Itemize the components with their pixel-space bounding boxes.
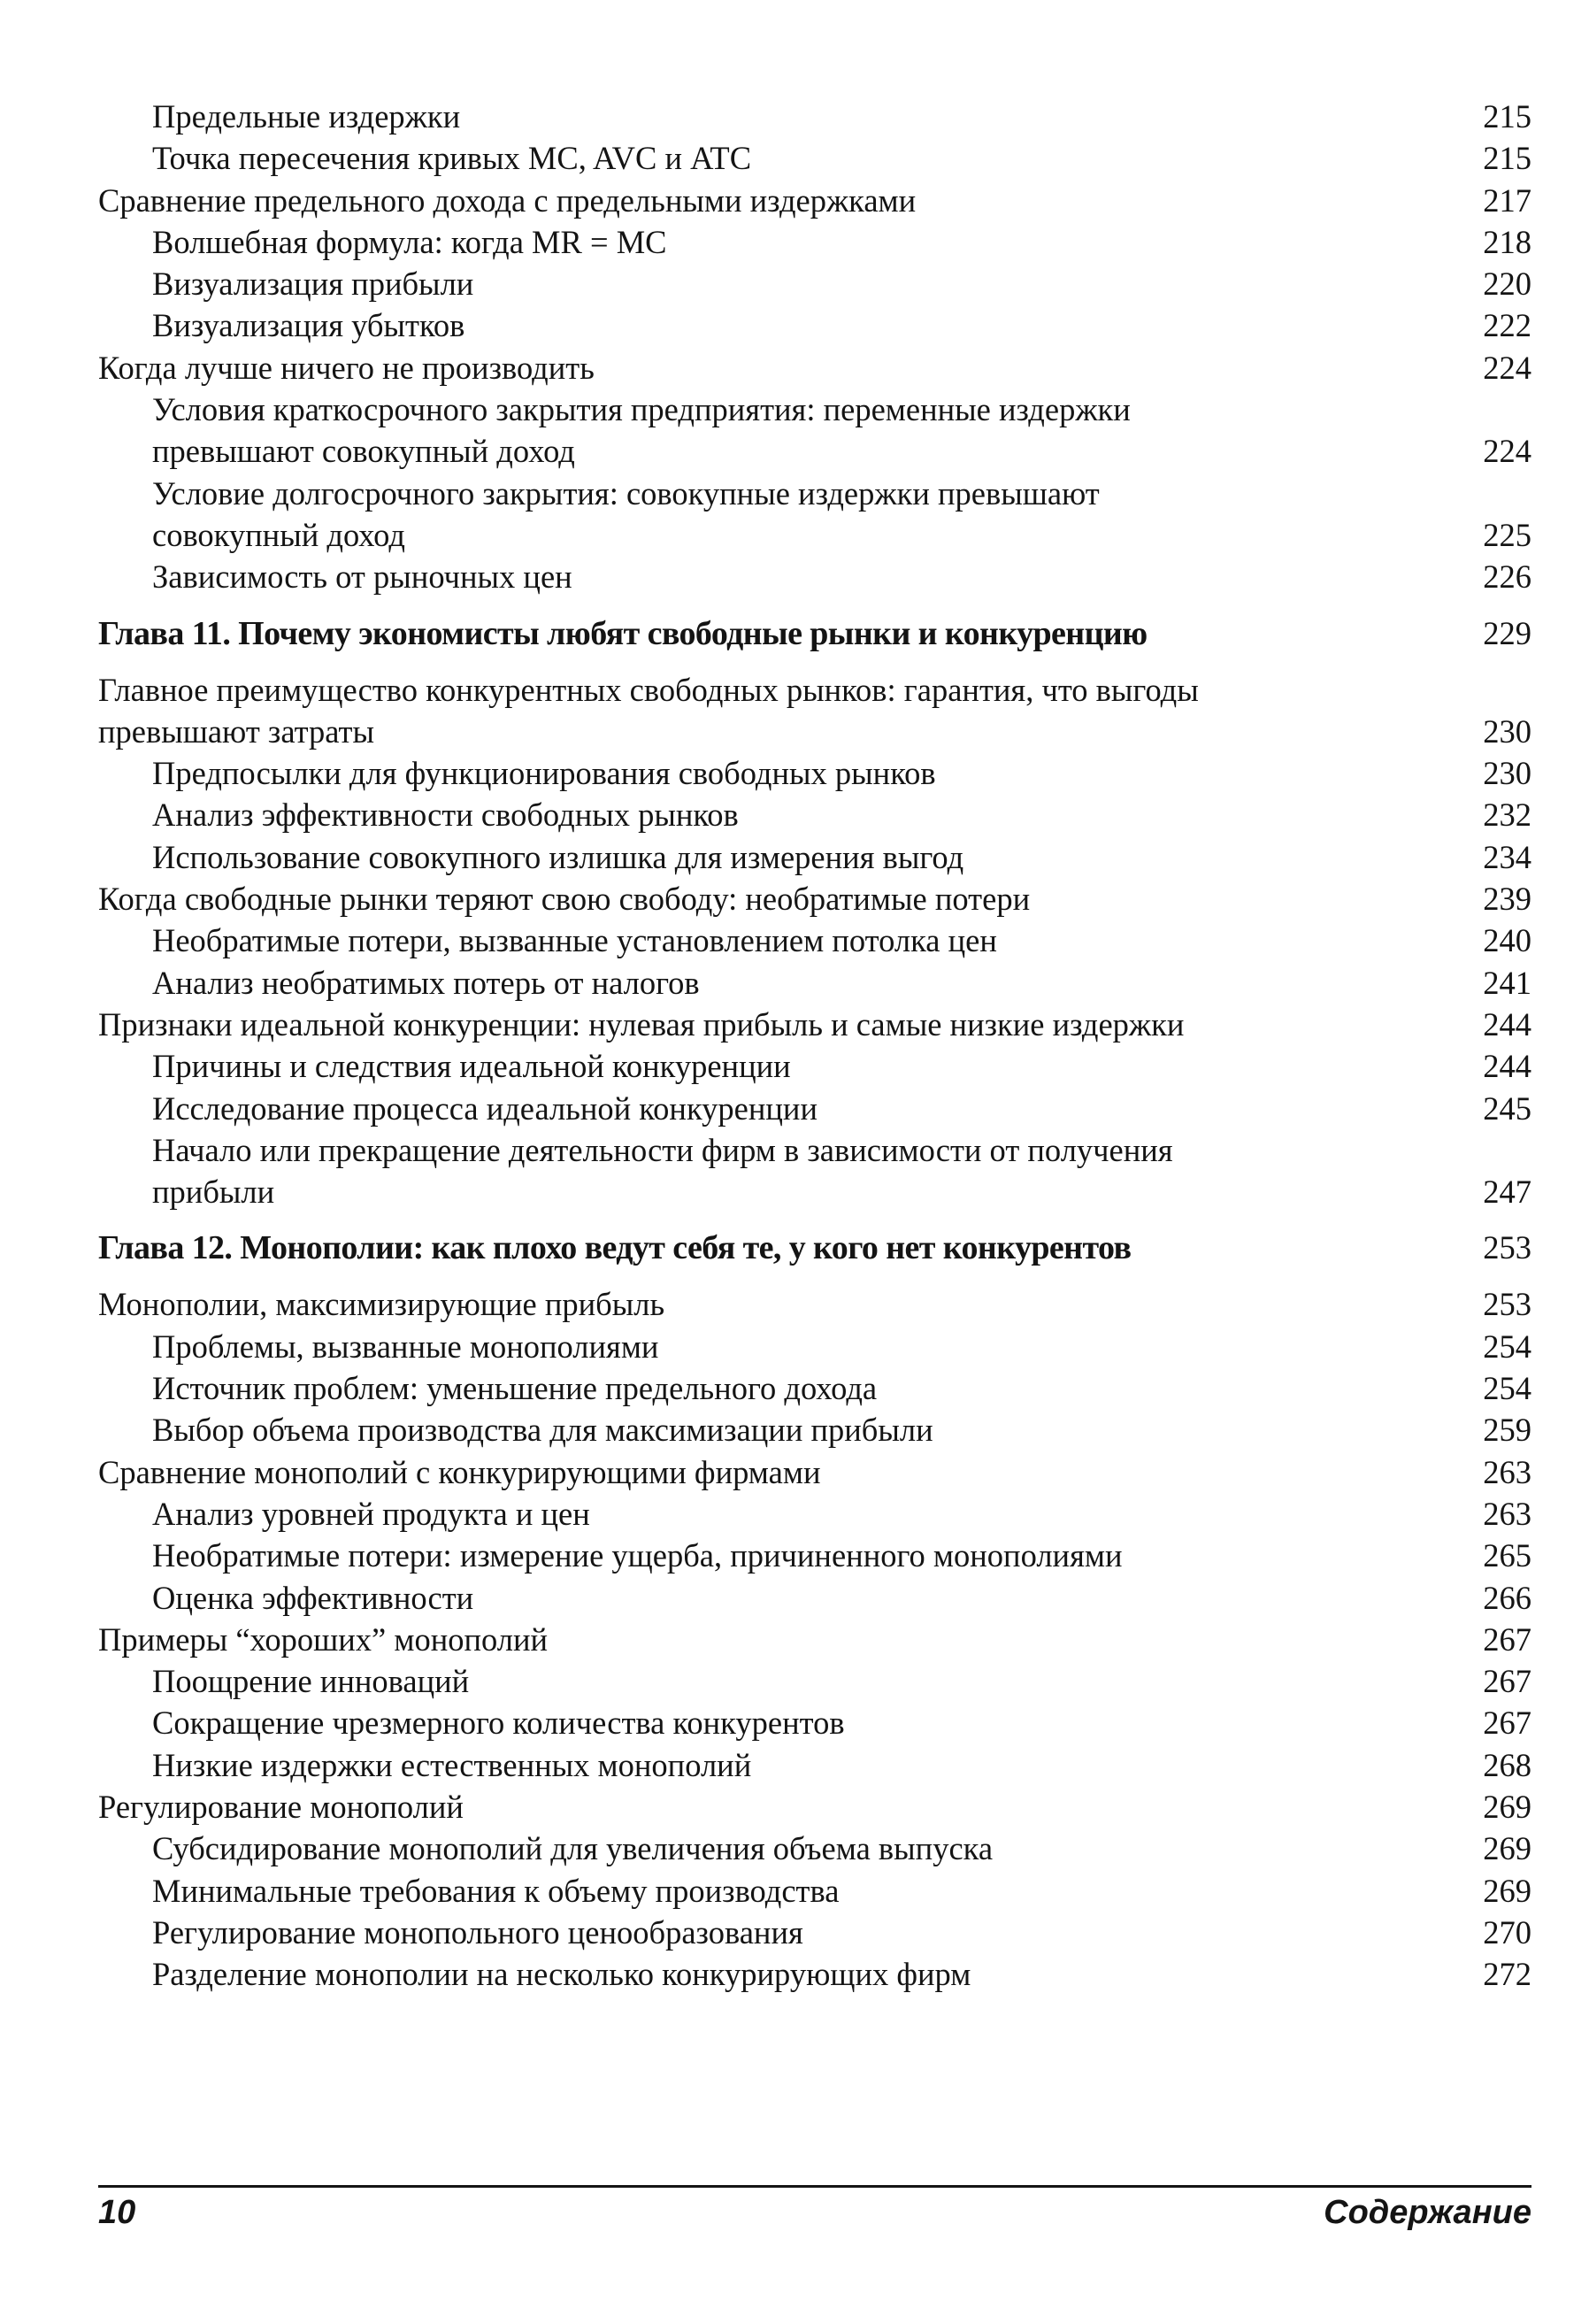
toc-page-number: 244	[1483, 1005, 1531, 1043]
toc-subsection-entry	[98, 389, 1531, 473]
toc-entry-title	[98, 752, 1531, 794]
toc-entry-title	[98, 1744, 1531, 1786]
toc-subsection-entry	[98, 1326, 1531, 1367]
toc-subsection-entry	[98, 1493, 1531, 1535]
toc-entry-title	[98, 920, 1531, 961]
toc-entry-title	[98, 1493, 1531, 1535]
toc-entry-title	[98, 263, 1531, 304]
toc-page-number: 230	[1483, 755, 1531, 792]
toc-entry-title-line: Источник проблем: уменьшение предельного дохода	[152, 1370, 878, 1407]
toc-subsection-entry	[98, 1129, 1531, 1213]
toc-entry-title	[98, 1326, 1531, 1367]
footer-page-number: 10	[98, 2194, 136, 2231]
toc-entry-title-line: Необратимые потери, вызванные установлением потолка цен	[152, 922, 997, 959]
toc-entry-title	[98, 1367, 1531, 1409]
toc-page-number: 263	[1483, 1495, 1531, 1532]
toc-subsection-entry	[98, 556, 1531, 597]
toc-page-number: 245	[1483, 1089, 1531, 1127]
toc-entry-title-line: Условия краткосрочного закрытия предприятия: переменные издержки	[152, 391, 1131, 428]
toc-entry-title-line: Глава 12. Монополии: как плохо ведут себя те, у кого нет конкурентов	[98, 1229, 1132, 1267]
toc-entry-title-line: Начало или прекращение деятельности фирм в зависимости от получения	[152, 1131, 1173, 1168]
toc-entry-title-line: Предпосылки для функционирования свободных рынков	[152, 755, 936, 792]
toc-entry-title	[98, 1283, 1531, 1325]
toc-page-number: 267	[1483, 1705, 1531, 1742]
toc-page-number: 253	[1483, 1229, 1531, 1266]
toc-page-number: 224	[1483, 349, 1531, 386]
toc-subsection-entry	[98, 1702, 1531, 1743]
toc-entry-title-line: Визуализация убытков	[152, 307, 465, 344]
toc-entry-title-line: Выбор объема производства для максимизации прибыли	[152, 1412, 933, 1449]
toc-entry-title	[98, 836, 1531, 878]
toc-entry-title-line: Минимальные требования к объему производства	[152, 1872, 840, 1909]
toc-entry-title	[98, 962, 1531, 1004]
toc-entry-title	[98, 473, 1531, 557]
toc-page-number: 234	[1483, 838, 1531, 875]
toc-page-number: 229	[1483, 614, 1531, 651]
toc-entry-title-line: прибыли	[152, 1174, 275, 1211]
toc-section-entry	[98, 1786, 1531, 1828]
toc-section-entry	[98, 669, 1531, 753]
toc-entry-title-line: превышают совокупный доход	[152, 433, 575, 470]
toc-page-number: 254	[1483, 1327, 1531, 1365]
toc-section-entry	[98, 1619, 1531, 1660]
toc-entry-title	[98, 1535, 1531, 1576]
toc-entry-title	[98, 1577, 1531, 1619]
toc-entry-title-line: Регулирование монопольного ценообразования	[152, 1913, 803, 1951]
toc-entry-title	[98, 1786, 1531, 1828]
toc-entry-title	[98, 1912, 1531, 1953]
toc-entry-title-line: Когда свободные рынки теряют свою свободу: необратимые потери	[98, 881, 1031, 918]
toc-entry-title	[98, 137, 1531, 179]
toc-entry-title-line: превышают затраты	[98, 712, 374, 750]
toc-page-number: 215	[1483, 98, 1531, 135]
toc-page-number: 215	[1483, 140, 1531, 177]
toc-subsection-entry	[98, 137, 1531, 179]
table-of-contents	[98, 96, 1531, 1995]
toc-entry-title	[98, 1129, 1531, 1213]
toc-page-number: 226	[1483, 558, 1531, 596]
toc-subsection-entry	[98, 1744, 1531, 1786]
toc-subsection-entry	[98, 1660, 1531, 1702]
toc-page-number: 265	[1483, 1537, 1531, 1574]
toc-entry-title	[98, 221, 1531, 263]
toc-entry-title-line: Сравнение предельного дохода с предельными издержками	[98, 181, 917, 219]
toc-entry-title	[98, 1004, 1531, 1045]
toc-subsection-entry	[98, 473, 1531, 557]
toc-entry-title-line: Главное преимущество конкурентных свободных рынков: гарантия, что выгоды	[98, 671, 1199, 708]
toc-subsection-entry	[98, 1409, 1531, 1451]
toc-page-number: 241	[1483, 964, 1531, 1001]
toc-entry-title	[98, 1229, 1531, 1266]
toc-page-number: 263	[1483, 1453, 1531, 1490]
toc-page-number: 247	[1483, 1174, 1531, 1211]
toc-subsection-entry	[98, 920, 1531, 961]
toc-page-number: 244	[1483, 1048, 1531, 1085]
toc-entry-title-line: Сокращение чрезмерного количества конкурентов	[152, 1705, 845, 1742]
toc-subsection-entry	[98, 1045, 1531, 1087]
toc-entry-title	[98, 1045, 1531, 1087]
toc-entry-title-line: Необратимые потери: измерение ущерба, причиненного монополиями	[152, 1537, 1123, 1574]
toc-section-entry	[98, 1451, 1531, 1493]
toc-page-number: 259	[1483, 1412, 1531, 1449]
toc-entry-title-line: Регулирование монополий	[98, 1788, 464, 1825]
toc-page-number: 267	[1483, 1663, 1531, 1700]
toc-entry-title-line: Условие долгосрочного закрытия: совокупные издержки превышают	[152, 474, 1100, 512]
toc-entry-title	[98, 794, 1531, 835]
toc-entry-title-line: Анализ необратимых потерь от налогов	[152, 964, 700, 1001]
toc-entry-title-line: Когда лучше ничего не производить	[98, 349, 595, 386]
toc-page-number: 266	[1483, 1579, 1531, 1616]
toc-entry-title-line: совокупный доход	[152, 516, 405, 553]
toc-subsection-entry	[98, 221, 1531, 263]
toc-page-number: 239	[1483, 881, 1531, 918]
toc-subsection-entry	[98, 1870, 1531, 1912]
toc-entry-title	[98, 669, 1531, 753]
toc-entry-title	[98, 556, 1531, 597]
toc-subsection-entry	[98, 1577, 1531, 1619]
toc-entry-title	[98, 615, 1531, 652]
toc-chapter-heading	[98, 615, 1531, 652]
toc-entry-title	[98, 1953, 1531, 1995]
toc-subsection-entry	[98, 96, 1531, 137]
toc-page-number: 270	[1483, 1913, 1531, 1951]
toc-entry-title-line: Проблемы, вызванные монополиями	[152, 1327, 659, 1365]
toc-entry-title-line: Поощрение инноваций	[152, 1663, 470, 1700]
toc-subsection-entry	[98, 1828, 1531, 1869]
toc-entry-title-line: Зависимость от рыночных цен	[152, 558, 572, 596]
toc-page-number: 232	[1483, 796, 1531, 834]
toc-page-number: 225	[1483, 516, 1531, 553]
toc-entry-title	[98, 1828, 1531, 1869]
toc-page-number: 253	[1483, 1286, 1531, 1323]
toc-entry-title	[98, 96, 1531, 137]
toc-page-number: 268	[1483, 1746, 1531, 1783]
toc-entry-title	[98, 878, 1531, 920]
toc-entry-title	[98, 1660, 1531, 1702]
toc-section-entry	[98, 347, 1531, 389]
toc-chapter-heading	[98, 1229, 1531, 1266]
toc-page-number: 269	[1483, 1872, 1531, 1909]
toc-entry-title	[98, 389, 1531, 473]
toc-subsection-entry	[98, 1088, 1531, 1129]
toc-page-number: 217	[1483, 181, 1531, 219]
toc-entry-title-line: Субсидирование монополий для увеличения объема выпуска	[152, 1830, 994, 1867]
toc-entry-title-line: Причины и следствия идеальной конкуренции	[152, 1048, 791, 1085]
toc-page-number: 220	[1483, 265, 1531, 303]
toc-entry-title	[98, 1702, 1531, 1743]
footer-running-title: Содержание	[1324, 2194, 1531, 2231]
toc-subsection-entry	[98, 1367, 1531, 1409]
toc-entry-title-line: Сравнение монополий с конкурирующими фирмами	[98, 1453, 821, 1490]
toc-entry-title-line: Точка пересечения кривых MC, AVC и ATC	[152, 140, 752, 177]
toc-subsection-entry	[98, 1535, 1531, 1576]
toc-entry-title	[98, 1088, 1531, 1129]
toc-entry-title-line: Монополии, максимизирующие прибыль	[98, 1286, 665, 1323]
toc-page-number: 269	[1483, 1830, 1531, 1867]
toc-entry-title-line: Анализ эффективности свободных рынков	[152, 796, 739, 834]
toc-entry-title-line: Оценка эффективности	[152, 1579, 474, 1616]
toc-entry-title-line: Визуализация прибыли	[152, 265, 474, 303]
toc-entry-title	[98, 1409, 1531, 1451]
toc-subsection-entry	[98, 1912, 1531, 1953]
toc-subsection-entry	[98, 794, 1531, 835]
footer-divider	[98, 2185, 1531, 2188]
toc-page-number: 230	[1483, 712, 1531, 750]
toc-section-entry	[98, 180, 1531, 221]
toc-page-number: 224	[1483, 433, 1531, 470]
toc-entry-title-line: Признаки идеальной конкуренции: нулевая прибыль и самые низкие издержки	[98, 1005, 1185, 1043]
toc-section-entry	[98, 1004, 1531, 1045]
toc-entry-title-line: Волшебная формула: когда MR = MC	[152, 223, 667, 260]
toc-page-number: 218	[1483, 223, 1531, 260]
toc-entry-title-line: Глава 11. Почему экономисты любят свободные рынки и конкуренцию	[98, 614, 1148, 652]
toc-entry-title-line: Примеры “хороших” монополий	[98, 1620, 549, 1658]
toc-entry-title-line: Использование совокупного излишка для измерения выгод	[152, 838, 964, 875]
toc-entry-title	[98, 347, 1531, 389]
toc-entry-title	[98, 1619, 1531, 1660]
toc-section-entry	[98, 878, 1531, 920]
toc-page-number: 222	[1483, 307, 1531, 344]
toc-entry-title	[98, 1451, 1531, 1493]
toc-page-number: 254	[1483, 1370, 1531, 1407]
toc-entry-title-line: Исследование процесса идеальной конкуренции	[152, 1089, 818, 1127]
toc-page-number: 267	[1483, 1620, 1531, 1658]
toc-page-number: 240	[1483, 922, 1531, 959]
toc-subsection-entry	[98, 1953, 1531, 1995]
toc-entry-title-line: Разделение монополии на несколько конкурирующих фирм	[152, 1956, 971, 1993]
toc-entry-title-line: Низкие издержки естественных монополий	[152, 1746, 752, 1783]
toc-subsection-entry	[98, 263, 1531, 304]
toc-subsection-entry	[98, 836, 1531, 878]
toc-entry-title	[98, 180, 1531, 221]
toc-entry-title-line: Анализ уровней продукта и цен	[152, 1495, 590, 1532]
toc-subsection-entry	[98, 752, 1531, 794]
toc-page-number: 272	[1483, 1956, 1531, 1993]
toc-subsection-entry	[98, 962, 1531, 1004]
toc-entry-title	[98, 304, 1531, 346]
toc-section-entry	[98, 1283, 1531, 1325]
toc-entry-title	[98, 1870, 1531, 1912]
toc-subsection-entry	[98, 304, 1531, 346]
toc-entry-title-line: Предельные издержки	[152, 98, 461, 135]
toc-page-number: 269	[1483, 1788, 1531, 1825]
